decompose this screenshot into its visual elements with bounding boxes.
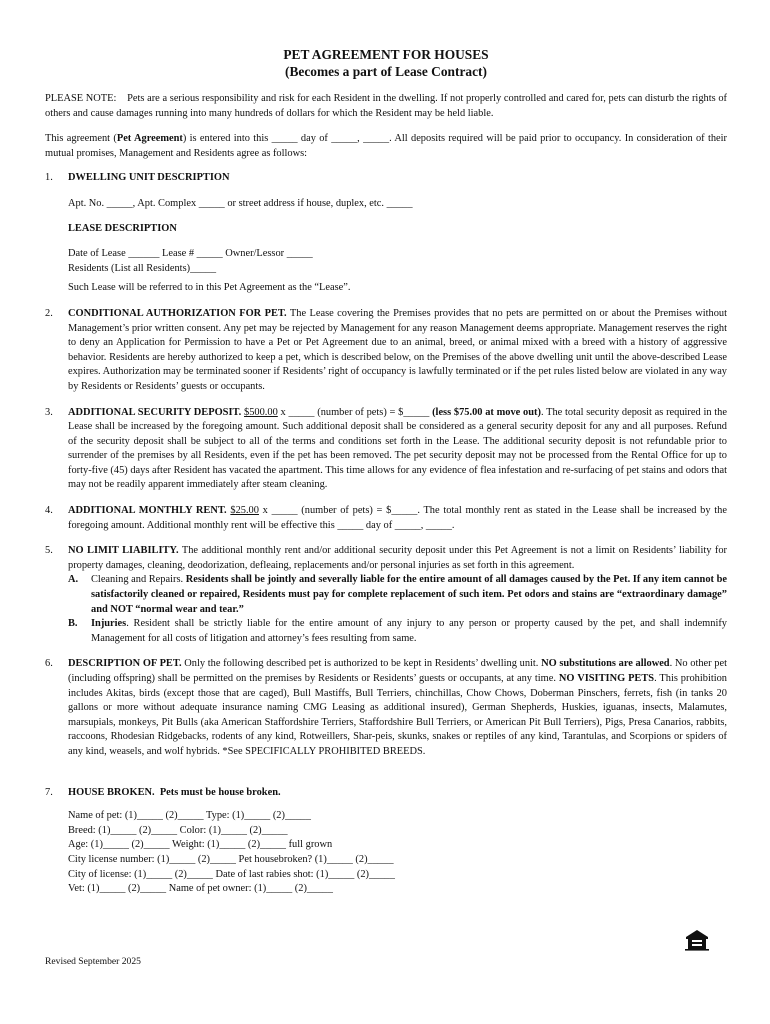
deposit-amount: $500.00 xyxy=(244,406,278,418)
pet-license-city-line: City of license: (1)_____ (2)_____ Date of last rabies shot: (1)_____ (2)_____ xyxy=(68,868,395,880)
note-label: PLEASE NOTE: xyxy=(45,93,117,104)
section-bold: Pets must be house broken. xyxy=(159,786,281,798)
subsection-text: Cleaning and Repairs. xyxy=(91,574,184,586)
section-bold-2: NO VISITING PETS xyxy=(558,673,655,684)
section-heading: DWELLING UNIT DESCRIPTION xyxy=(68,172,230,184)
section-2 xyxy=(45,307,727,395)
section-text: The Lease covering the Premises provides that no pets are permitted on or about the Premises without Management’s prior written consent. Any pet may be rejected by Management for any reason Management deems appropriate. Management reserves the right to deny an Application for Permission to have a Pet or Pet Agreement due to an animal, breed, or animal mixed with a breed with a history of aggressive behavior. Residents are hereby authorized to keep a pet, which is described below, on the Premises of the above dwelling unit until the above-described Lease expires. Authorization may be terminated sooner if Residents’ right of occupancy is lawfully terminated or if the pet rules listed below are violated in any way by Residents or Residents’ guests or occupants. xyxy=(68,307,727,392)
section-bold-1: NO substitutions are allowed xyxy=(541,658,670,670)
section-number: 1. xyxy=(45,172,53,184)
section-text: x _____ (number of pets) = $_____. The total monthly rent as stated in the Lease shall be increased by the foregoing amount. Additional monthly rent will be effective this _____ day of _____, _____. xyxy=(68,505,727,531)
lease-reference: Such Lease will be referred to in this Pet Agreement as the “Lease”. xyxy=(68,282,351,294)
section-text-2: . The total security deposit as required in the Lease shall be increased by the foregoing amount. Such additional deposit shall be considered as a general security deposit for any and all purposes. Refund of the security deposit shall be subject to all of the terms and conditions set forth in the Lease. The additional security deposit is not refundable prior to surrender of the premises by all Residents, even if the pet has been removed. The pet security deposit may not be processed from the Rental Office for up to forty-five (45) days after Resident has vacated the apartment. This time allows for any evidence of flea infestation and re-surfacing of pet stains and odors that may not be readily apparent immediately after steam cleaning. xyxy=(68,406,727,491)
pet-age-line: Age: (1)_____ (2)_____ Weight: (1)_____ (2)_____ full grown xyxy=(68,839,333,851)
equal-housing-opportunity-icon xyxy=(684,929,710,951)
section-number: 5. xyxy=(45,545,53,557)
section-heading: CONDITIONAL AUTHORIZATION FOR PET. xyxy=(68,307,287,319)
note-text: Pets are a serious responsibility and risk for each Resident in the dwelling. If not properly controlled and cared for, pets can disturb the rights of others and cause damages running into many hundreds of dollars for which the Resident may be held liable. xyxy=(45,93,727,119)
subsection-label: A. xyxy=(68,574,79,586)
document-title xyxy=(45,46,727,80)
subsection-b xyxy=(68,617,727,646)
title-sub: (Becomes a part of Lease Contract) xyxy=(285,64,487,79)
revision-footer: Revised September 2025 xyxy=(45,956,141,967)
section-7 xyxy=(45,786,727,897)
section-1 xyxy=(45,171,727,296)
intro-bold: Pet Agreement xyxy=(116,133,183,145)
lease-line-1: Date of Lease ______ Lease # _____ Owner/Lessor _____ xyxy=(68,248,313,260)
section-number: 3. xyxy=(45,406,53,418)
section-3 xyxy=(45,406,727,494)
section-heading: ADDITIONAL MONTHLY RENT. xyxy=(68,505,227,517)
apt-line: Apt. No. _____, Apt. Complex _____ or street address if house, duplex, etc. _____ xyxy=(68,197,413,209)
pet-name-line: Name of pet: (1)_____ (2)_____ Type: (1)_____ (2)_____ xyxy=(68,810,311,822)
section-number: 6. xyxy=(45,658,53,670)
section-5 xyxy=(45,544,727,646)
section-heading: DESCRIPTION OF PET. xyxy=(68,658,182,670)
section-text: The additional monthly rent and/or additional security deposit under this Pet Agreement is not a limit on Residents’ liability for property damages, cleaning, deodorization, defleaing, replacements and/or personal injuries as set forth in this agreement. xyxy=(68,545,727,571)
subsection-text: . Resident shall be strictly liable for the entire amount of any injury to any person or property caused by the pet, and shall indemnify Management for all costs of litigation and attorney’s fees resulting from same. xyxy=(91,618,727,644)
intro-paragraph xyxy=(45,132,727,161)
section-text-3: . This prohibition includes Akitas, birds (except those that are caged), Bull Mastiffs, Bull Terriers, chinchillas, Chow Chows, Doberman Pinschers, ferrets, fish (in tanks 20 gallons or more without adequate insurance naming CMG Leasing as additional insured), German Shepherds, Huskies, iguanas, insects, Malamutes, marsupials, monkeys, Pit Bulls (aka American Staffordshire Terriers, Staffordshire Bull Terriers, or American Pit Bull Terriers), Pigs, Presa Canarios, rabbits, raccoons, Rhodesian Ridgebacks, rodents of any kind, Rotweillers, Shar-peis, skunks, snakes or reptiles of any kind, Tarantulas, and Scorpions or spiders of any kind, weasels, and wolf hybrids. *See SPECIFICALLY PROHIBITED BREEDS. xyxy=(68,673,727,757)
please-note xyxy=(45,92,727,121)
subsection-heading: Injuries xyxy=(91,618,127,630)
intro-text-1: This agreement ( xyxy=(45,133,117,145)
section-text-1: x _____ (number of pets) = $_____ xyxy=(277,406,433,418)
pet-vet-line: Vet: (1)_____ (2)_____ Name of pet owner: (1)_____ (2)_____ xyxy=(68,883,333,895)
section-6 xyxy=(45,657,727,759)
title-main: PET AGREEMENT FOR HOUSES xyxy=(283,47,489,62)
subsection-a xyxy=(68,573,727,617)
lease-heading: LEASE DESCRIPTION xyxy=(68,222,177,234)
subsection-bold: Residents shall be jointly and severally liable for the entire amount of all damages caused by the Pet. If any item cannot be satisfactorily cleaned or repaired, Residents must pay for complete replacement of such item. Pet odors and stains are “extraordinary damage” and NOT “normal wear and tear.” xyxy=(91,574,727,615)
section-heading: HOUSE BROKEN. xyxy=(68,786,155,798)
section-heading: ADDITIONAL SECURITY DEPOSIT. xyxy=(68,406,242,418)
section-bold: (less $75.00 at move out) xyxy=(432,406,541,418)
rent-amount: $25.00 xyxy=(230,505,259,517)
section-text-2: . No other pet (including offspring) shall be permitted on the premises by Residents or Residents’ guests or occupants, at any time. xyxy=(68,658,727,684)
pet-breed-line: Breed: (1)_____ (2)_____ Color: (1)_____ (2)_____ xyxy=(68,824,288,836)
section-number: 7. xyxy=(45,786,53,798)
section-number: 4. xyxy=(45,505,53,517)
section-4 xyxy=(45,504,727,533)
lease-line-2: Residents (List all Residents)_____ xyxy=(68,262,217,274)
subsection-label: B. xyxy=(68,618,78,630)
section-text-1: Only the following described pet is authorized to be kept in Residents’ dwelling unit. xyxy=(184,658,539,670)
pet-agreement-document xyxy=(45,46,727,897)
pet-license-line: City license number: (1)_____ (2)_____ Pet housebroken? (1)_____ (2)_____ xyxy=(68,853,394,865)
section-number: 2. xyxy=(45,307,53,319)
section-heading: NO LIMIT LIABILITY. xyxy=(68,545,179,557)
intro-text-2: ) is entered into this _____ day of _____, _____. All deposits required will be paid prior to occupancy. In consideration of their mutual promises, Management and Residents agree as follows: xyxy=(45,133,727,159)
